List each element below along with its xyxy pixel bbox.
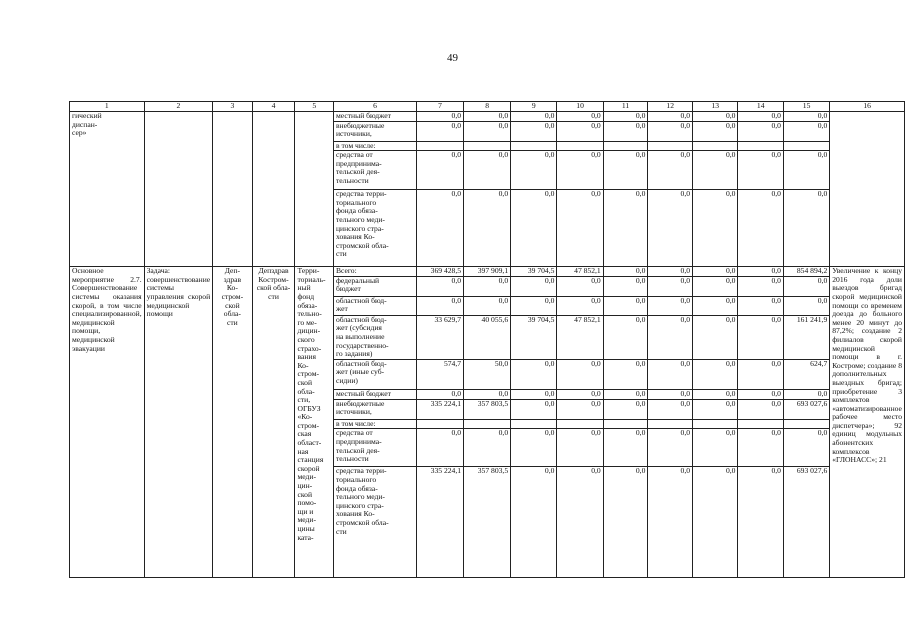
value-cell: 335 224,1 [416,399,463,419]
cell-text: Увеличение к концу 2016 года доли выездов бригад скорой медицинской помощи со временем доезда до больного менее 20 минут до 87,2%; создание 2 филиалов скорой медицинской помощи в г. Костроме; создание 8 дополнительных выездных бригад; приобретение 3 комплектов «автоматизированное рабочее место диспетчера»; 92 единиц модульных абонентских комплексов «ГЛОНАСС»; 21 [832,266,902,465]
value-cell: 0,0 [738,276,783,296]
value-cell: 0,0 [648,315,693,359]
value-cell: 0,0 [557,121,603,141]
coexecutor-cell [252,267,295,578]
funding-source-label [333,141,416,151]
measure-name-cell [70,267,145,578]
column-header-16: 16 [830,102,905,112]
value-cell [648,141,693,151]
cell-text: внебюджетные источники, [335,399,385,417]
cell-text: Терри- ториаль- ный фонд обяза- тельно- го ме- дицин- ского страхо- вания Ко- стром- ской обла- сти, ОГБУЗ «Ко- стром- ская област- ная станция скорой меди- цин- ской помо- щи и меди- цины ката- [297,266,326,542]
value-cell: 0,0 [464,296,511,315]
value-cell: 0,0 [648,399,693,419]
value-cell: 0,0 [557,429,603,467]
value-cell: 0,0 [738,315,783,359]
value-cell: 0,0 [693,399,738,419]
value-cell: 0,0 [648,359,693,389]
value-cell: 0,0 [738,190,783,267]
value-cell: 0,0 [603,276,648,296]
cell-text: внебюджетные источники, [335,121,385,139]
value-cell [693,141,738,151]
value-cell [693,419,738,429]
funding-source-label [333,467,416,578]
column-header-15: 15 [783,102,829,112]
value-cell: 0,0 [511,399,557,419]
value-cell: 0,0 [603,359,648,389]
header-row [70,102,905,112]
table-row [70,267,905,277]
value-cell: 0,0 [783,276,829,296]
value-cell: 0,0 [603,399,648,419]
value-cell: 0,0 [693,190,738,267]
value-cell: 0,0 [464,151,511,190]
value-cell: 357 803,5 [464,467,511,578]
value-cell: 0,0 [693,467,738,578]
responsible-executor-cell [213,267,252,578]
value-cell: 0,0 [464,389,511,399]
value-cell: 0,0 [738,467,783,578]
value-cell [783,141,829,151]
value-cell: 693 027,6 [783,399,829,419]
cell-text: средства от предпринима- тельской дея- тельности [335,428,382,464]
value-cell: 0,0 [783,121,829,141]
value-cell: 397 909,1 [464,267,511,277]
value-cell: 0,0 [557,399,603,419]
value-cell: 0,0 [693,296,738,315]
cell-text: Деп- здрав Ко- стром- ской обла- сти [221,266,244,327]
value-cell: 0,0 [603,296,648,315]
value-cell: 0,0 [693,315,738,359]
funding-source-label [333,121,416,141]
column-header-6: 6 [333,102,416,112]
cell-text: Основное мероприятие 2.7. Совершенствование системы оказания скорой, в том числе специализированной, медицинской помощи, медицинской эвакуации [72,266,142,353]
value-cell: 0,0 [648,190,693,267]
value-cell: 0,0 [416,151,463,190]
cell-text: средства от предпринима- тельской дея- тельности [335,150,382,185]
value-cell: 0,0 [464,112,511,122]
value-cell: 0,0 [648,296,693,315]
value-cell: 0,0 [693,267,738,277]
value-cell: 0,0 [738,121,783,141]
value-cell [464,141,511,151]
funding-source-label [333,151,416,190]
value-cell: 0,0 [648,121,693,141]
value-cell: 47 852,1 [557,315,603,359]
column-header-9: 9 [511,102,557,112]
value-cell: 0,0 [693,151,738,190]
page-number: 49 [447,52,458,64]
cell-text: Всего: [335,266,357,276]
value-cell: 0,0 [603,112,648,122]
column-header-7: 7 [416,102,463,112]
value-cell: 0,0 [511,467,557,578]
funding-source-label [333,419,416,429]
value-cell: 0,0 [783,112,829,122]
funding-source-label [333,429,416,467]
value-cell: 0,0 [648,429,693,467]
value-cell: 161 241,9 [783,315,829,359]
value-cell: 0,0 [603,151,648,190]
funding-source-label [333,276,416,296]
cell-text: местный бюджет [335,111,392,120]
value-cell: 369 428,5 [416,267,463,277]
value-cell: 0,0 [511,112,557,122]
funding-source-label [333,296,416,315]
value-cell: 0,0 [416,276,463,296]
value-cell: 0,0 [603,121,648,141]
empty-cell [252,112,295,267]
value-cell: 39 704,5 [511,267,557,277]
value-cell: 0,0 [693,276,738,296]
value-cell: 0,0 [648,276,693,296]
value-cell: 0,0 [557,389,603,399]
funding-source-label [333,389,416,399]
value-cell: 0,0 [603,315,648,359]
value-cell: 40 055,6 [464,315,511,359]
cell-text: средства терри- ториального фонда обяза- тельного меди- цинского стра- хования Ко- стромской обла- сти [335,189,389,259]
empty-cell [295,112,334,267]
value-cell: 0,0 [738,429,783,467]
value-cell: 0,0 [557,276,603,296]
column-header-5: 5 [295,102,334,112]
value-cell: 0,0 [783,429,829,467]
value-cell: 50,0 [464,359,511,389]
value-cell [783,419,829,429]
table-row [70,112,905,122]
value-cell: 0,0 [603,467,648,578]
empty-cell [830,112,905,267]
measure-name-cell [70,112,145,267]
cell-text: Депздрав Костром- ской обла- сти [256,266,291,301]
value-cell: 0,0 [603,429,648,467]
column-header-13: 13 [693,102,738,112]
value-cell [738,141,783,151]
value-cell: 0,0 [693,389,738,399]
value-cell: 0,0 [648,151,693,190]
value-cell: 0,0 [603,190,648,267]
empty-cell [213,112,252,267]
value-cell: 0,0 [416,190,463,267]
funding-source-label [333,267,416,277]
value-cell: 0,0 [464,121,511,141]
value-cell: 0,0 [603,267,648,277]
column-header-10: 10 [557,102,603,112]
value-cell: 0,0 [738,399,783,419]
value-cell: 0,0 [557,296,603,315]
value-cell: 0,0 [464,276,511,296]
value-cell: 357 803,5 [464,399,511,419]
empty-cell [144,112,213,267]
value-cell: 0,0 [648,467,693,578]
value-cell: 0,0 [416,112,463,122]
value-cell [557,141,603,151]
value-cell [511,141,557,151]
value-cell: 693 027,6 [783,467,829,578]
value-cell [511,419,557,429]
column-header-12: 12 [648,102,693,112]
value-cell: 0,0 [738,151,783,190]
value-cell: 0,0 [557,151,603,190]
value-cell: 39 704,5 [511,315,557,359]
value-cell: 0,0 [416,296,463,315]
value-cell [648,419,693,429]
value-cell: 0,0 [648,389,693,399]
value-cell [603,141,648,151]
value-cell: 0,0 [557,112,603,122]
value-cell: 0,0 [738,389,783,399]
value-cell: 0,0 [738,296,783,315]
value-cell [416,419,463,429]
column-header-4: 4 [252,102,295,112]
cell-text: в том числе: [335,141,376,150]
column-header-1: 1 [70,102,145,112]
cell-text: областной бюд- жет (субсидия на выполнение государственно- го задания) [335,315,389,359]
value-cell: 33 629,7 [416,315,463,359]
funding-source-label [333,112,416,122]
participant-cell [295,267,334,578]
value-cell: 854 894,2 [783,267,829,277]
cell-text: федеральный бюджет [335,276,380,294]
cell-text: в том числе: [335,419,376,428]
column-header-11: 11 [603,102,648,112]
value-cell [557,419,603,429]
expected-result-cell [830,267,905,578]
task-cell [144,267,213,578]
value-cell: 0,0 [464,190,511,267]
value-cell: 0,0 [783,296,829,315]
value-cell: 0,0 [648,267,693,277]
value-cell: 0,0 [693,359,738,389]
value-cell: 0,0 [648,112,693,122]
cell-text: средства терри- ториального фонда обяза- тельного меди- цинского стра- хования Ко- стромской обла- сти [335,466,389,536]
value-cell: 0,0 [511,429,557,467]
value-cell: 0,0 [511,190,557,267]
value-cell: 0,0 [416,429,463,467]
value-cell: 0,0 [511,296,557,315]
value-cell: 0,0 [511,121,557,141]
value-cell [464,419,511,429]
value-cell [738,419,783,429]
value-cell: 335 224,1 [416,467,463,578]
column-header-14: 14 [738,102,783,112]
value-cell: 0,0 [511,359,557,389]
value-cell: 0,0 [557,190,603,267]
cell-text: местный бюджет [335,389,392,398]
value-cell: 47 852,1 [557,267,603,277]
value-cell: 0,0 [464,429,511,467]
value-cell: 0,0 [783,389,829,399]
value-cell [416,141,463,151]
value-cell: 0,0 [511,151,557,190]
program-table [69,101,905,578]
value-cell: 0,0 [557,359,603,389]
funding-source-label [333,359,416,389]
value-cell: 0,0 [603,389,648,399]
funding-source-label [333,315,416,359]
value-cell: 0,0 [693,112,738,122]
value-cell: 0,0 [783,151,829,190]
value-cell: 0,0 [416,121,463,141]
value-cell: 0,0 [416,389,463,399]
column-header-2: 2 [144,102,213,112]
value-cell: 0,0 [511,276,557,296]
column-header-8: 8 [464,102,511,112]
value-cell: 574,7 [416,359,463,389]
value-cell: 0,0 [783,190,829,267]
value-cell: 0,0 [738,112,783,122]
funding-source-label [333,190,416,267]
value-cell [603,419,648,429]
cell-text: гический диспан- сер» [72,111,102,138]
value-cell: 0,0 [557,467,603,578]
value-cell: 0,0 [693,121,738,141]
funding-source-label [333,399,416,419]
value-cell: 0,0 [738,267,783,277]
value-cell: 0,0 [738,359,783,389]
value-cell: 0,0 [511,389,557,399]
cell-text: областной бюд- жет (иные суб- сидии) [335,359,387,385]
cell-text: областной бюд- жет [335,296,387,314]
value-cell: 624,7 [783,359,829,389]
column-header-3: 3 [213,102,252,112]
value-cell: 0,0 [693,429,738,467]
cell-text: Задача: совершенствование системы управления скорой медицинской помощи [146,266,211,319]
